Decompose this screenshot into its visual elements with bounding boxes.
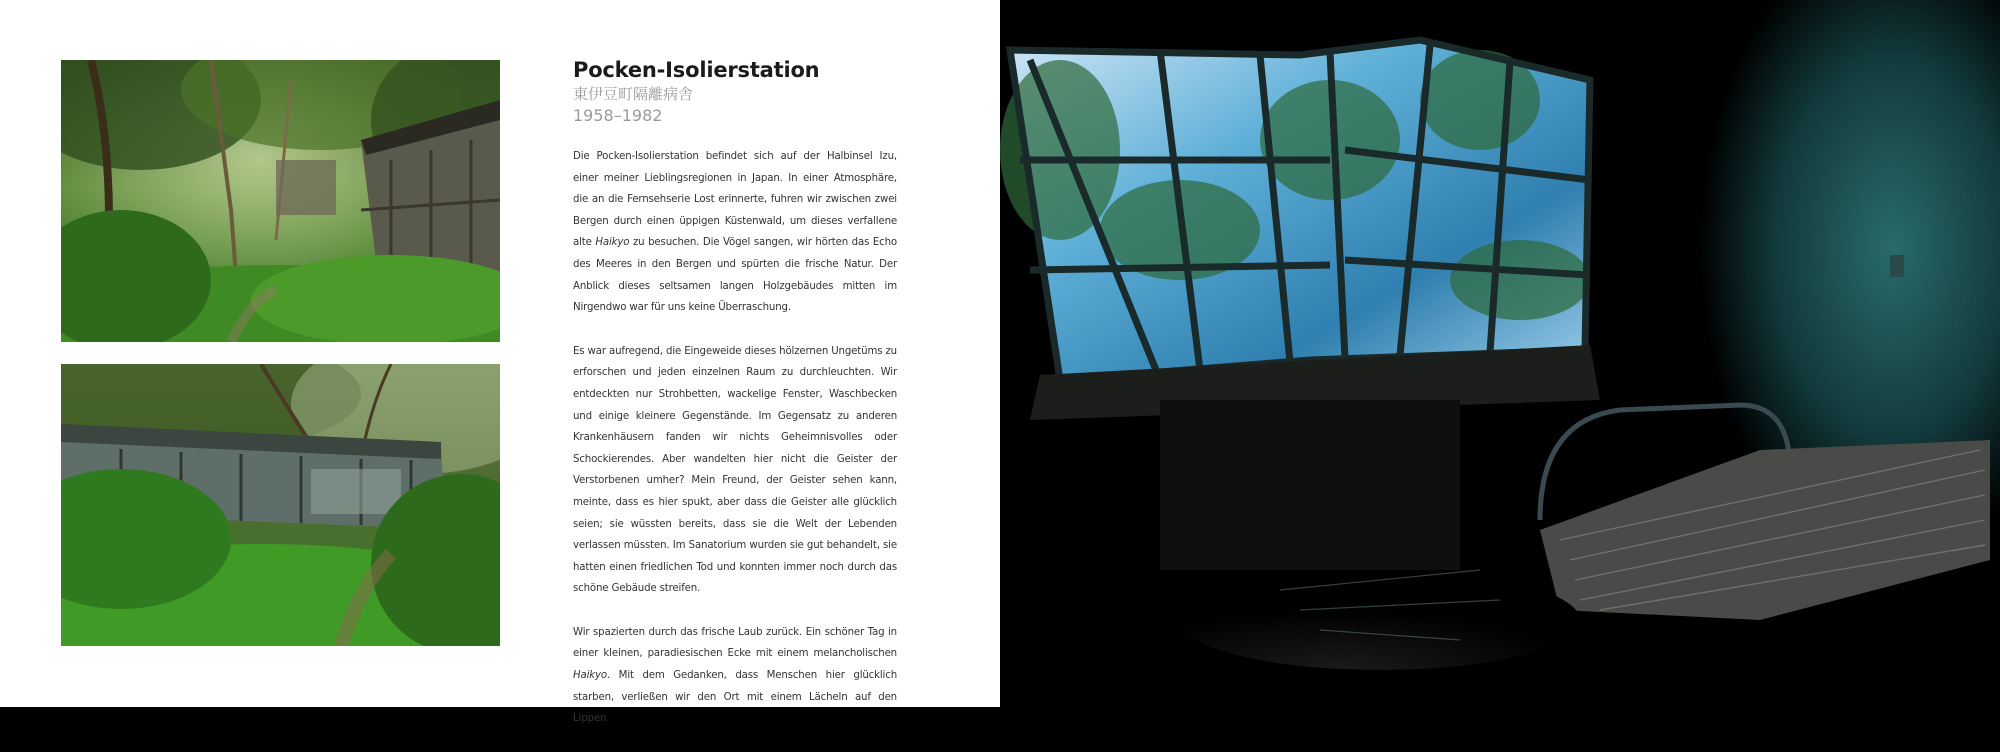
article-subtitle-japanese: 東伊豆町隔離病舎 <box>573 85 694 103</box>
left-page <box>0 0 1000 725</box>
paragraph-3-italic-haikyo: Haikyo <box>573 670 607 682</box>
photo-dark-room-window <box>1000 0 2000 707</box>
article-title: Pocken-Isolierstation <box>573 58 820 82</box>
paragraph-1-italic-haikyo: Haikyo <box>595 237 630 249</box>
paragraph-3-text-b: . Mit dem Gedanken, dass Menschen hier glücklich starben, verließen wir den Ort mit einem Lächeln auf den Lippen. <box>573 670 897 725</box>
paragraph-1-text-b: zu besuchen. Die Vögel sangen, wir hörten das Echo des Meeres in den Bergen und spürten die frische Natur. Der Anblick dieses seltsamen langen Holzgebäudes mitten im Nirgendwo war für uns keine Überraschung. <box>573 237 897 314</box>
photo-collapsed-building <box>61 364 500 646</box>
article-text-column <box>573 56 897 752</box>
paragraph-1-text-a: Die Pocken-Isolierstation befindet sich auf der Halbinsel Izu, einer meiner Lieblingsregionen in Japan. In einer Atmosphäre, die an die Fernsehserie Lost erinnerte, fuhren wir zwischen zwei Bergen durch einen üppigen Küstenwald, um dieses verfallene alte <box>573 151 897 249</box>
paragraph-3 <box>573 622 897 730</box>
paragraph-3-text-a: Wir spazierten durch das frische Laub zurück. Ein schöner Tag in einer kleinen, paradiesischen Ecke mit einem melancholischen <box>573 626 897 660</box>
photo-forest-ruins <box>61 60 500 342</box>
paragraph-2 <box>573 341 897 600</box>
article-years: 1958–1982 <box>573 106 663 125</box>
article-body <box>573 146 897 730</box>
paragraph-2-text: Es war aufregend, die Eingeweide dieses hölzernen Ungetüms zu erforschen und jeden einzelnen Raum zu durchleuchten. Wir entdeckten nur Strohbetten, wackelige Fenster, Waschbecken und einige kleinere Gegenstände. Im Gegensatz zu anderen Krankenhäusern fanden wir nichts Geheimnisvolles oder Schockierendes. Aber wandelten hier nicht die Geister der Verstorbenen umher? Mein Freund, der Geister sehen kann, meinte, dass es hier spukt, aber dass die Geister alle glücklich seien; sie wüssten bereits, dass sie die Welt der Lebenden verlassen müssten. Im Sanatorium wurden sie gut behandelt, sie hatten einen friedlichen Tod und konnten immer noch durch das schöne Gebäude streifen. <box>573 345 897 595</box>
right-page-photo-interior <box>1000 0 2000 707</box>
paragraph-1 <box>573 146 897 319</box>
